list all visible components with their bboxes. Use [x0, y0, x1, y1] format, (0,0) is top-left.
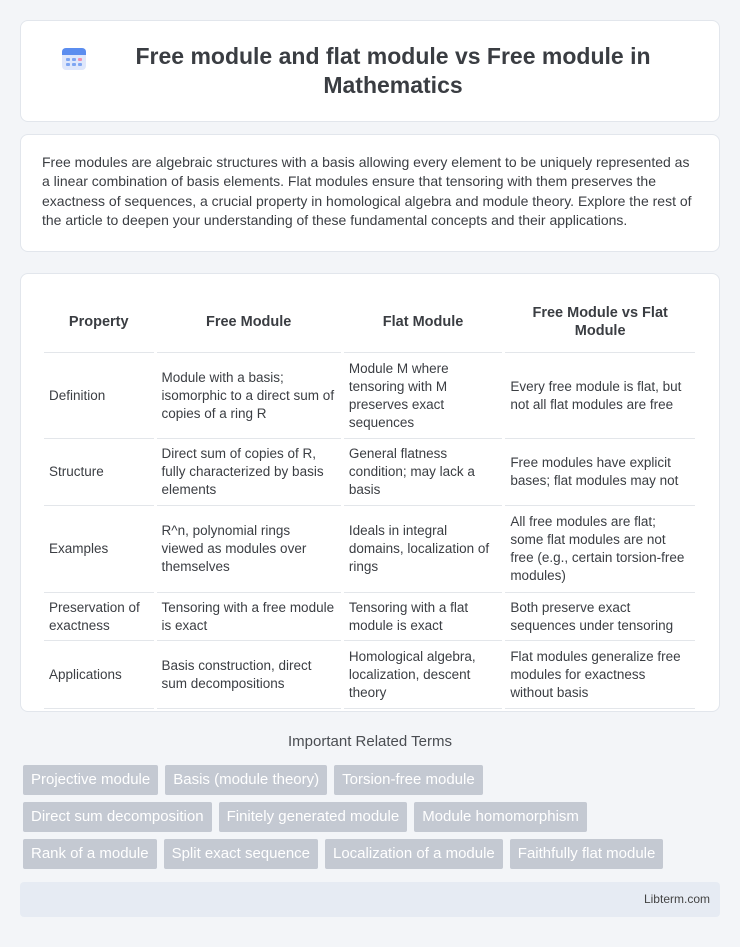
footer	[20, 882, 720, 917]
table-cell: Applications	[44, 641, 154, 709]
table-row	[44, 353, 695, 439]
page-title: Free module and flat module vs Free module in Mathematics	[135, 43, 651, 98]
intro-paragraph: Free modules are algebraic structures with a basis allowing every element to be uniquely represented as a linear combination of basis elements. Flat modules ensure that tensoring with them preserves the exactness of sequences, a crucial property in homological algebra and module theory. Explore the rest of the article to deepen your understanding of these fundamental concepts and their applications.	[42, 154, 692, 229]
comparison-table	[41, 291, 698, 709]
header-free-module: Free Module	[157, 291, 341, 353]
tag-row	[23, 765, 723, 795]
table-cell: All free modules are flat; some flat modules are not free (e.g., certain torsion-free modules)	[505, 506, 695, 593]
table-cell: Homological algebra, localization, descent theory	[344, 641, 502, 709]
footer-site-link[interactable]: Libterm.com	[643, 892, 710, 906]
table-cell: Structure	[44, 439, 154, 506]
table-cell: Free modules have explicit bases; flat modules may not	[505, 439, 695, 506]
title-card	[20, 20, 720, 122]
table-cell: Module with a basis; isomorphic to a direct sum of copies of a ring R	[157, 353, 341, 439]
table-cell: Preservation of exactness	[44, 593, 154, 641]
tag-basis-module-theory[interactable]: Basis (module theory)	[165, 765, 327, 795]
table-cell: Tensoring with a free module is exact	[157, 593, 341, 641]
table-cell: Module M where tensoring with M preserves exact sequences	[344, 353, 502, 439]
tag-row	[23, 839, 723, 869]
table-cell: R^n, polynomial rings viewed as modules over themselves	[157, 506, 341, 593]
comparison-table-card	[20, 273, 720, 712]
tag-split-exact-sequence[interactable]: Split exact sequence	[164, 839, 318, 869]
calendar-grid-icon	[61, 46, 87, 72]
table-cell: General flatness condition; may lack a basis	[344, 439, 502, 506]
table-row	[44, 506, 695, 593]
related-terms-heading: Important Related Terms	[288, 733, 452, 750]
tag-module-homomorphism[interactable]: Module homomorphism	[414, 802, 587, 832]
intro-card	[20, 134, 720, 252]
title-wrap	[61, 42, 679, 100]
table-cell: Ideals in integral domains, localization of rings	[344, 506, 502, 593]
table-row	[44, 641, 695, 709]
table-cell: Every free module is flat, but not all flat modules are free	[505, 353, 695, 439]
table-cell: Flat modules generalize free modules for exactness without basis	[505, 641, 695, 709]
table-row	[44, 593, 695, 641]
tag-finitely-generated-module[interactable]: Finitely generated module	[219, 802, 408, 832]
table-cell: Both preserve exact sequences under tensoring	[505, 593, 695, 641]
table-cell: Direct sum of copies of R, fully characterized by basis elements	[157, 439, 341, 506]
tag-torsion-free-module[interactable]: Torsion-free module	[334, 765, 483, 795]
table-cell: Basis construction, direct sum decompositions	[157, 641, 341, 709]
table-header-row	[44, 291, 695, 353]
tag-direct-sum-decomposition[interactable]: Direct sum decomposition	[23, 802, 212, 832]
header-flat-module: Flat Module	[344, 291, 502, 353]
tag-faithfully-flat-module[interactable]: Faithfully flat module	[510, 839, 664, 869]
table-cell: Definition	[44, 353, 154, 439]
header-comparison: Free Module vs Flat Module	[505, 291, 695, 353]
table-row	[44, 439, 695, 506]
tag-row	[23, 802, 723, 832]
related-terms-list	[23, 765, 723, 876]
table-cell: Tensoring with a flat module is exact	[344, 593, 502, 641]
header-property: Property	[44, 291, 154, 353]
tag-localization-of-a-module[interactable]: Localization of a module	[325, 839, 503, 869]
table-cell: Examples	[44, 506, 154, 593]
tag-rank-of-a-module[interactable]: Rank of a module	[23, 839, 157, 869]
tag-projective-module[interactable]: Projective module	[23, 765, 158, 795]
